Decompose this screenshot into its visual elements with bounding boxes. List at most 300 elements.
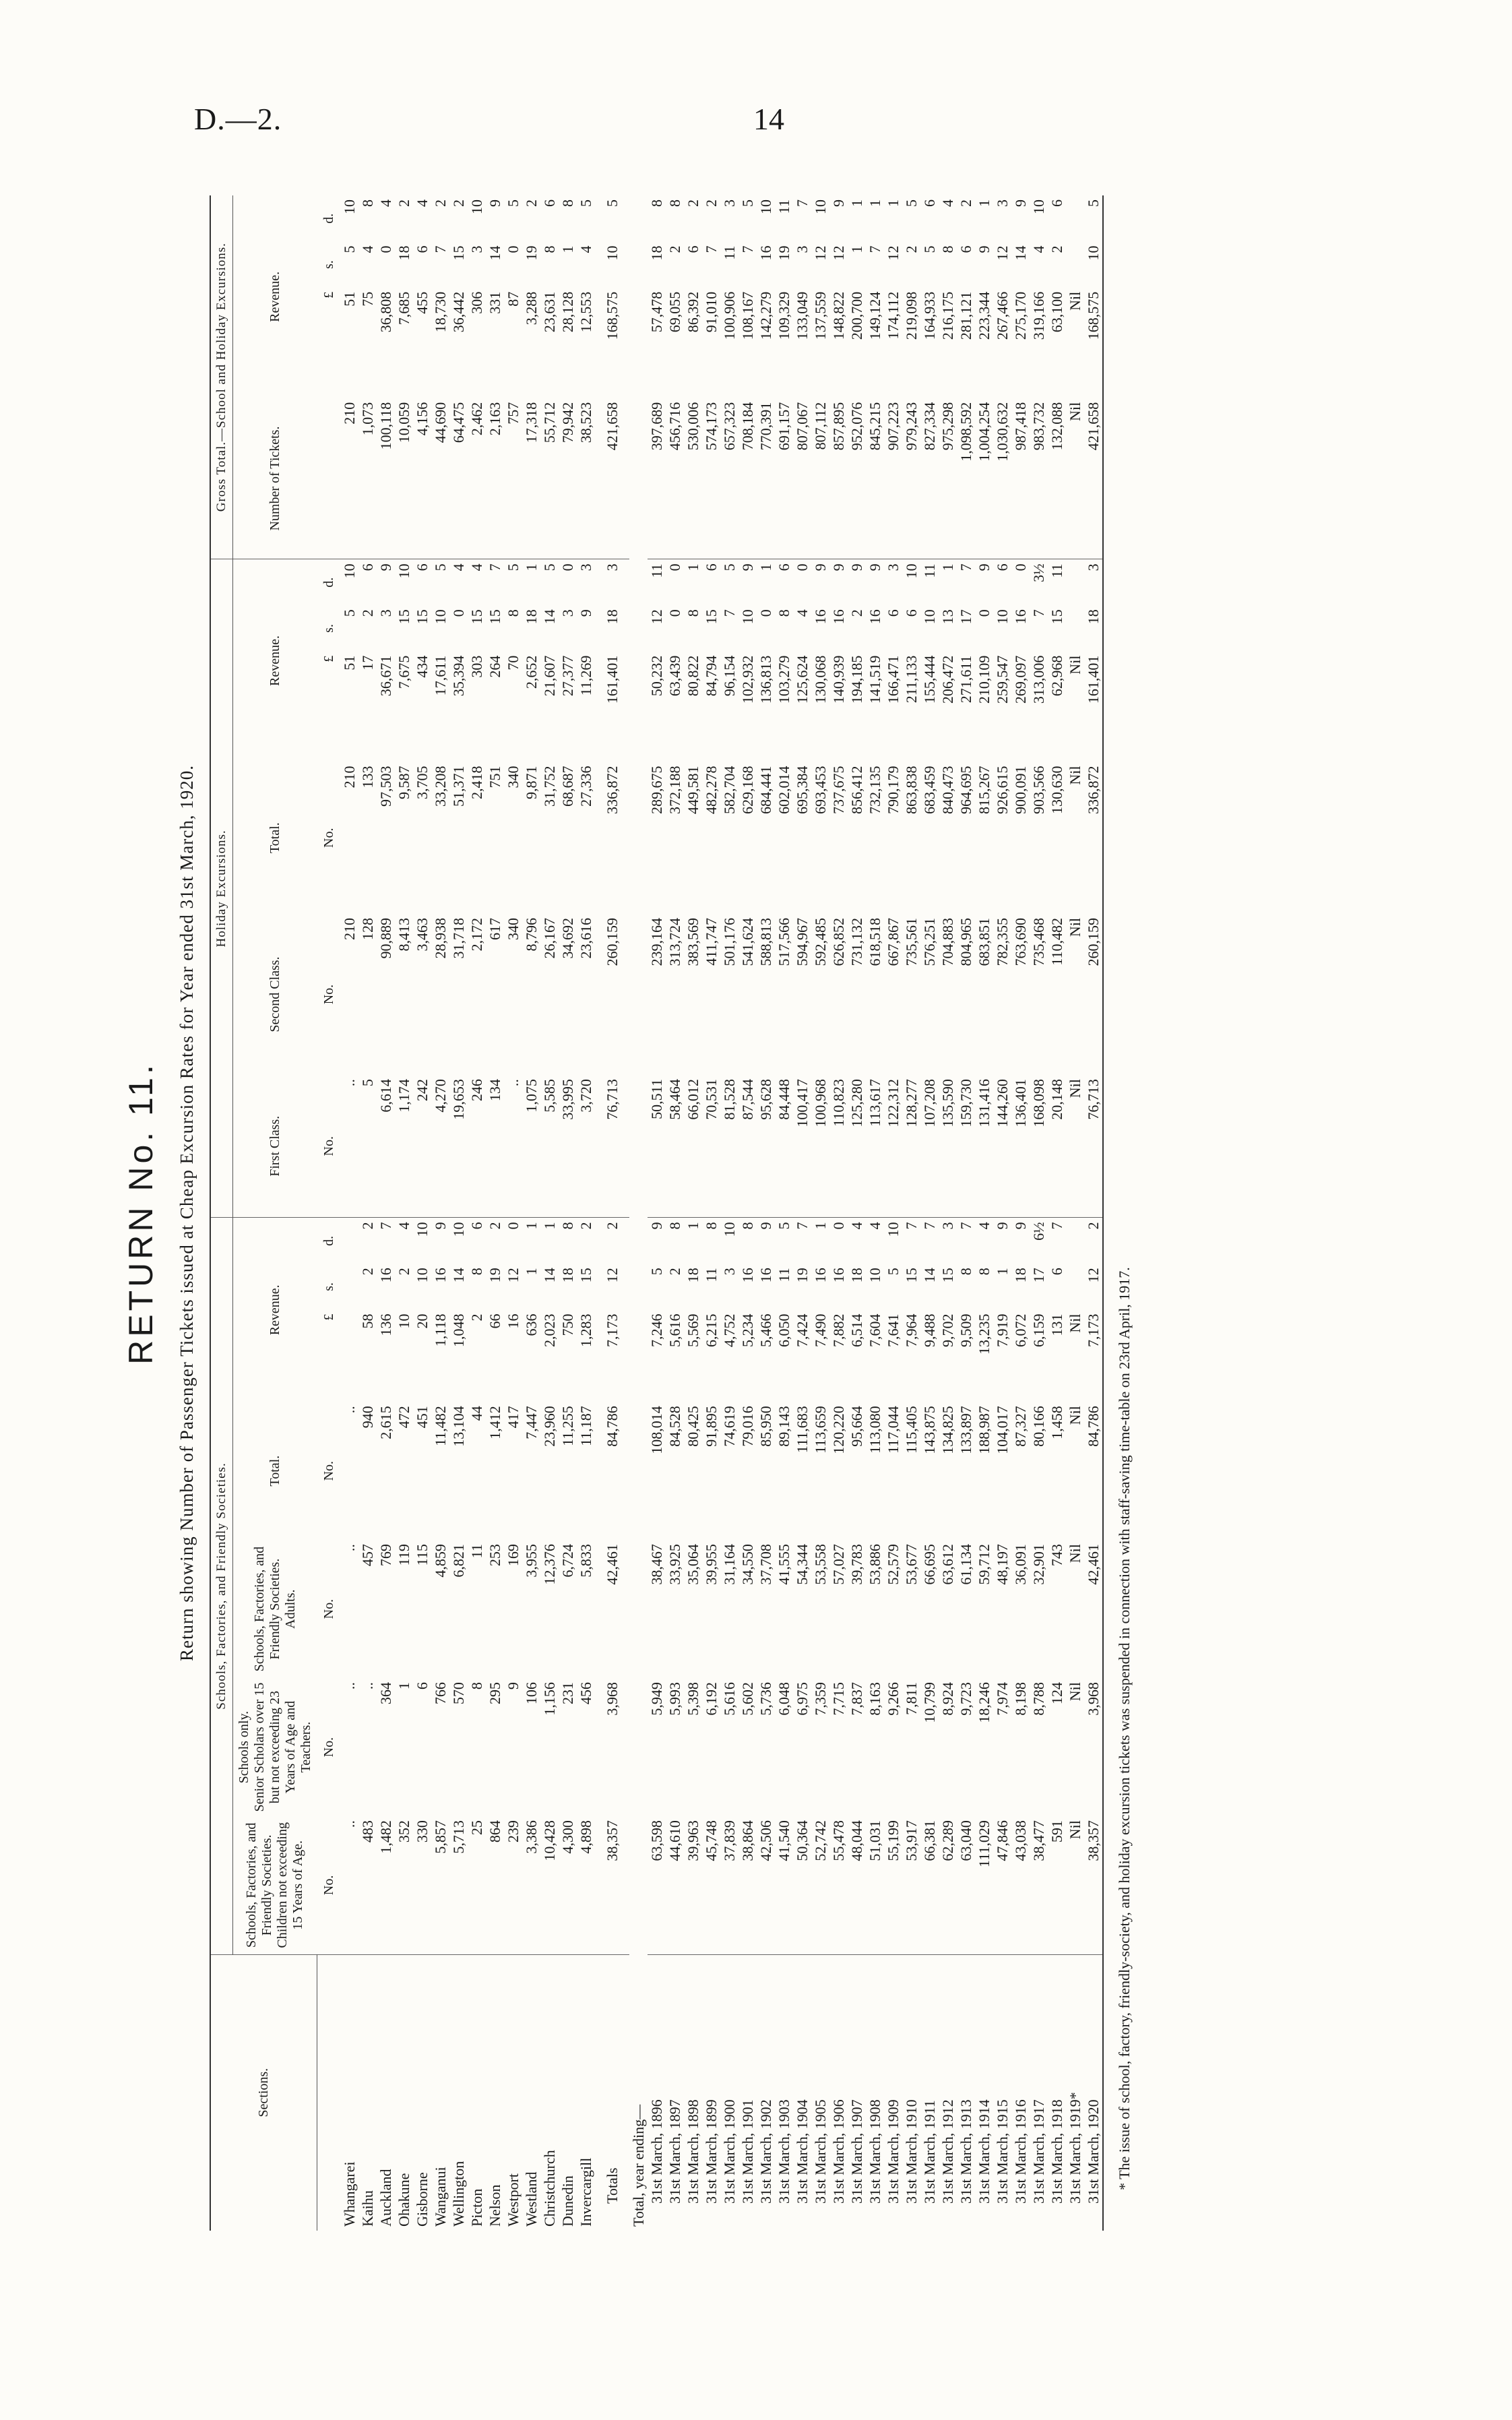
cell-first: 6,614 — [377, 1075, 395, 1218]
cell-rev-s: 15 — [902, 1268, 920, 1283]
cell-g-rev-l: Nil — [1066, 291, 1083, 311]
cell-h-total: 97,503 — [377, 766, 394, 807]
cell-total: 115,405 — [902, 1406, 920, 1454]
cell-g-rev-d: 5 — [504, 199, 522, 207]
cell-rev-s: 12 — [504, 1268, 522, 1283]
cell-g-rev-l: 319,166 — [1030, 291, 1047, 340]
cell-adults: 119 — [395, 1544, 412, 1566]
cell-g-rev-l: 109,329 — [775, 291, 792, 340]
cell-h-rev-d: 9 — [975, 563, 993, 571]
cell-first: 5 — [358, 1075, 377, 1218]
cell-children: 41,540 — [775, 1816, 793, 1954]
cell-h-rev-d: 6 — [775, 563, 792, 571]
cell-h-total: 3,705 — [413, 766, 431, 800]
cell-senior: 295 — [486, 1682, 503, 1705]
cell-h-rev-d: 1 — [757, 563, 774, 571]
cell-rev-d: 2 — [486, 1222, 503, 1230]
cell-adults: 39,783 — [848, 1544, 865, 1585]
cell-h-rev-s: 2 — [358, 609, 376, 617]
cell-senior: 8,198 — [1011, 1682, 1029, 1716]
cell-name: 31st March, 1916 — [1011, 2099, 1029, 2204]
cell-h-rev-d: 3 — [884, 563, 902, 571]
cell-g-rev-s: 2 — [666, 245, 683, 253]
year-row — [1084, 195, 1103, 2231]
cell-h-total: 31,752 — [540, 766, 558, 807]
cell-senior: 6 — [413, 1682, 431, 1690]
cell-rev-s: 8 — [975, 1268, 993, 1276]
cell-g-rev-s: 4 — [358, 245, 376, 253]
cell-second: Nil — [1066, 918, 1083, 937]
cell-g-tickets: 757 — [504, 398, 522, 559]
cell-g-rev-d: 8 — [666, 199, 683, 207]
cell-total: 89,143 — [775, 1406, 792, 1447]
cell-senior: 124 — [1048, 1682, 1065, 1705]
cell-adults: 42,461 — [603, 1544, 621, 1585]
cell-second: 588,813 — [757, 918, 774, 966]
cell-adults: 63,612 — [939, 1544, 956, 1585]
cell-total: 79,016 — [738, 1406, 756, 1447]
cell-g-rev-s: 18 — [395, 245, 412, 261]
cell-g-rev-s: 7 — [738, 245, 756, 253]
cell-adults: 53,886 — [866, 1544, 883, 1585]
cell-rev-l: 7,882 — [829, 1313, 847, 1348]
cell-children: 44,610 — [666, 1816, 684, 1954]
unit-pence: d. — [321, 577, 336, 588]
unit-blank — [317, 398, 341, 559]
cell-total: 143,875 — [920, 1406, 938, 1454]
cell-rev-d: 10 — [884, 1222, 902, 1237]
cell-h-rev-l: 21,607 — [540, 655, 558, 697]
cell-g-rev-d: 4 — [413, 199, 431, 207]
cell-g-tickets: 857,895 — [829, 398, 848, 559]
header-children-top: Schools, Factories, and Friendly Societies. — [244, 1822, 275, 1948]
cell-children: 66,381 — [920, 1816, 939, 1954]
cell-rev-l: 5,234 — [738, 1313, 756, 1348]
cell-second: 541,624 — [738, 918, 756, 966]
cell-h-total: 732,135 — [866, 766, 883, 815]
cell-g-rev-s: 5 — [920, 245, 938, 253]
year-row — [902, 195, 920, 2231]
cell-rev-s: 14 — [920, 1268, 938, 1283]
cell-total: 91,895 — [702, 1406, 720, 1447]
cell-g-tickets: 17,318 — [522, 398, 540, 559]
year-row — [666, 195, 684, 2231]
cell-name: 31st March, 1917 — [1030, 2099, 1047, 2204]
cell-children: 239 — [504, 1816, 522, 1954]
cell-rev-d: 10 — [720, 1222, 738, 1237]
cell-h-total: 2,418 — [468, 766, 485, 800]
cell-senior: 5,949 — [648, 1682, 665, 1716]
cell-senior: 456 — [577, 1682, 594, 1705]
header-first-class: First Class. — [232, 1075, 317, 1218]
cell-second: 23,616 — [577, 918, 594, 959]
cell-children: 39,963 — [684, 1816, 702, 1954]
cell-g-tickets: 10,059 — [395, 398, 413, 559]
cell-g-rev-s: 0 — [377, 245, 394, 253]
header-senior-label: Senior Scholars over 15 but not exceeding 23 Years of Age and Teachers. — [251, 1682, 313, 1812]
cell-h-rev-s: 16 — [1011, 609, 1029, 625]
cell-rev-d — [340, 1218, 358, 1264]
cell-g-rev-s: 3 — [468, 245, 485, 253]
cell-children: 352 — [395, 1816, 413, 1954]
cell-rev-s: 18 — [848, 1268, 865, 1283]
cell-rev-d: 7 — [902, 1222, 920, 1230]
cell-rev-l: 9,488 — [920, 1313, 938, 1348]
cell-g-rev-d: 10 — [811, 199, 829, 214]
cell-g-rev-d: 11 — [775, 199, 792, 214]
cell-h-rev-d: 4 — [449, 563, 467, 571]
cell-h-rev-s: 10 — [431, 609, 449, 625]
cell-name: 31st March, 1905 — [811, 2099, 829, 2204]
cell-h-rev-l: 210,109 — [975, 655, 993, 704]
cell-rev-s: 5 — [648, 1268, 665, 1276]
cell-g-rev-l: 91,010 — [702, 291, 720, 333]
cell-g-rev-s: 9 — [975, 245, 993, 253]
cell-second: 501,176 — [720, 918, 738, 966]
cell-adults: 41,555 — [775, 1544, 792, 1585]
cell-rev-l: 1,048 — [449, 1313, 467, 1348]
cell-g-rev-l: 200,700 — [848, 291, 865, 340]
cell-h-total: 903,566 — [1030, 766, 1047, 815]
cell-h-total: 693,453 — [811, 766, 829, 815]
cell-g-rev-l: 223,344 — [975, 291, 993, 340]
cell-h-rev-d: 1 — [684, 563, 701, 571]
cell-g-rev-s: 14 — [486, 245, 503, 261]
cell-rev-d: 4 — [866, 1222, 883, 1230]
cell-h-rev-s: 8 — [504, 609, 522, 617]
cell-children: 591 — [1048, 1816, 1066, 1954]
cell-h-rev-s: 12 — [648, 609, 665, 625]
cell-children: 3,386 — [522, 1816, 540, 1954]
cell-g-tickets: 657,323 — [720, 398, 738, 559]
cell-adults: 32,901 — [1030, 1544, 1047, 1585]
cell-g-tickets: 397,689 — [648, 398, 666, 559]
cell-h-total: 27,336 — [577, 766, 594, 807]
cell-total: 188,987 — [975, 1406, 993, 1454]
section-row — [395, 195, 413, 2231]
cell-g-rev-d: 5 — [738, 199, 756, 207]
cell-rev-l: 7,246 — [648, 1313, 665, 1348]
cell-g-rev-l: 142,279 — [757, 291, 774, 340]
year-row — [757, 195, 775, 2231]
cell-g-rev-d: 9 — [1011, 199, 1029, 207]
cell-adults: 115 — [413, 1544, 431, 1566]
cell-senior: 7,837 — [848, 1682, 865, 1716]
cell-name: 31st March, 1901 — [738, 2099, 756, 2204]
cell-children: Nil — [1066, 1816, 1084, 1954]
cell-name: 31st March, 1919* — [1066, 2092, 1083, 2204]
cell-rev-l: 7,490 — [811, 1313, 829, 1348]
year-row — [793, 195, 811, 2231]
cell-senior: .. — [358, 1682, 376, 1690]
cell-g-rev-l: 75 — [358, 291, 376, 307]
unit-no: No. — [321, 1460, 336, 1481]
year-row — [829, 195, 848, 2231]
cell-adults: 37,708 — [757, 1544, 774, 1585]
cell-senior: 6,192 — [702, 1682, 720, 1716]
cell-h-rev-d: 5 — [540, 563, 558, 571]
cell-total: 108,014 — [648, 1406, 665, 1454]
cell-first: 20,148 — [1048, 1075, 1066, 1218]
cell-name: Picton — [468, 2188, 485, 2227]
cell-second: 239,164 — [648, 918, 665, 966]
cell-h-total: 336,872 — [1084, 762, 1103, 914]
cell-children: 25 — [468, 1816, 486, 1954]
cell-g-rev-l: 23,631 — [540, 291, 558, 333]
cell-h-rev-d: 0 — [559, 563, 576, 571]
cell-adults: 11 — [468, 1544, 485, 1559]
cell-total: 113,659 — [811, 1406, 829, 1454]
cell-rev-s: 3 — [720, 1268, 738, 1276]
unit-no: No. — [317, 1075, 341, 1218]
cell-rev-d: 10 — [413, 1222, 431, 1237]
cell-rev-d: 7 — [1048, 1222, 1065, 1230]
cell-senior: 7,811 — [902, 1682, 920, 1715]
cell-rev-l: 9,702 — [939, 1313, 956, 1348]
cell-g-rev-l: 281,121 — [957, 291, 974, 340]
cell-g-rev-l: 174,112 — [884, 291, 902, 340]
cell-g-rev-d: 8 — [648, 199, 665, 207]
cell-rev-l: Nil — [1066, 1313, 1083, 1333]
cell-h-rev-s: 8 — [684, 609, 701, 617]
cell-g-tickets: 1,073 — [358, 398, 377, 559]
header-second-class: Second Class. — [267, 956, 282, 1032]
cell-rev-s: 18 — [684, 1268, 701, 1283]
cell-senior: 5,993 — [666, 1682, 683, 1716]
cell-name: 31st March, 1900 — [720, 2099, 738, 2204]
cell-g-tickets: 770,391 — [757, 398, 775, 559]
cell-total: 133,897 — [957, 1406, 974, 1454]
cell-rev-d: 9 — [757, 1222, 774, 1230]
cell-g-rev-d: 10 — [1030, 199, 1047, 214]
cell-rev-d: 9 — [431, 1222, 449, 1230]
cell-first: 125,280 — [848, 1075, 866, 1218]
cell-g-rev-d: 2 — [449, 199, 467, 207]
cell-h-rev-s: 7 — [1030, 609, 1047, 617]
cell-total: 111,683 — [793, 1406, 811, 1454]
cell-h-total: Nil — [1066, 766, 1083, 785]
cell-rev-l: 7,173 — [1084, 1310, 1103, 1402]
cell-rev-l: 6,159 — [1030, 1313, 1047, 1348]
cell-second: 110,482 — [1048, 918, 1065, 966]
cell-h-rev-d: 0 — [793, 563, 811, 571]
cell-g-tickets: 807,067 — [793, 398, 811, 559]
cell-h-rev-l: 161,401 — [603, 655, 621, 704]
cell-first: 66,012 — [684, 1075, 702, 1218]
cell-rev-l: 7,604 — [866, 1313, 883, 1348]
cell-name: 31st March, 1899 — [702, 2099, 720, 2204]
cell-children: 48,044 — [848, 1816, 866, 1954]
cell-h-total: 9,587 — [395, 766, 412, 800]
cell-total: 120,220 — [829, 1406, 847, 1454]
cell-rev-d: 7 — [793, 1222, 811, 1230]
cell-senior: 6,048 — [775, 1682, 792, 1716]
cell-h-rev-l: 35,394 — [449, 655, 467, 697]
cell-h-rev-l: 130,068 — [811, 655, 829, 704]
section-row — [340, 195, 358, 2231]
year-row — [648, 195, 666, 2231]
unit-blank — [317, 1954, 341, 2231]
cell-h-rev-l: 36,671 — [377, 655, 394, 697]
cell-adults: 33,925 — [666, 1544, 683, 1585]
cell-h-rev-s: 6 — [884, 609, 902, 617]
cell-second: 260,159 — [603, 918, 621, 966]
cell-rev-l: 66 — [486, 1313, 503, 1329]
cell-children: 53,917 — [902, 1816, 920, 1954]
cell-g-rev-d: 9 — [829, 199, 847, 207]
cell-rev-l: 136 — [377, 1313, 394, 1336]
cell-g-rev-s: 0 — [504, 245, 522, 253]
cell-name: Invercargill — [577, 2157, 594, 2227]
cell-rev-l: 636 — [522, 1313, 540, 1336]
cell-total: 117,044 — [884, 1406, 902, 1454]
year-row — [1048, 195, 1066, 2231]
cell-g-tickets: 983,732 — [1030, 398, 1048, 559]
cell-g-tickets: 1,004,254 — [975, 398, 993, 559]
cell-total: Nil — [1066, 1406, 1083, 1425]
cell-h-rev-d: 9 — [738, 563, 756, 571]
cell-second: 594,967 — [793, 918, 811, 966]
cell-h-rev-l: 194,185 — [848, 655, 865, 704]
cell-h-rev-l: 27,377 — [559, 655, 576, 697]
table-title: Return showing Number of Passenger Tickets issued at Cheap Excursion Rates for Year ended 31st March, 1920. — [177, 764, 197, 1662]
cell-total: 11,255 — [559, 1406, 576, 1446]
cell-first: 76,713 — [595, 1075, 629, 1218]
cell-first: 33,995 — [559, 1075, 577, 1218]
year-row — [775, 195, 793, 2231]
cell-g-rev-d: 2 — [395, 199, 412, 207]
cell-rev-s: 16 — [811, 1268, 829, 1283]
cell-g-rev-d: 2 — [522, 199, 540, 207]
unit-shillings: s. — [321, 260, 336, 269]
cell-h-rev-d: 7 — [957, 563, 974, 571]
cell-rev-d: 4 — [848, 1222, 865, 1230]
cell-adults: 743 — [1048, 1544, 1065, 1567]
cell-g-tickets: 44,690 — [431, 398, 449, 559]
cell-second: 683,851 — [975, 918, 993, 966]
cell-children: 4,898 — [577, 1816, 595, 1954]
cell-second: 667,867 — [884, 918, 902, 966]
cell-name: Nelson — [486, 2184, 503, 2227]
cell-g-rev-l: 149,124 — [866, 291, 883, 340]
cell-h-rev-s: 0 — [449, 609, 467, 617]
cell-rev-s: 2 — [358, 1268, 376, 1276]
cell-g-rev-l: 36,442 — [449, 291, 467, 333]
cell-total: 2,615 — [377, 1406, 394, 1439]
cell-adults: 4,859 — [431, 1544, 449, 1578]
cell-first: 135,590 — [939, 1075, 957, 1218]
cell-adults: 66,695 — [920, 1544, 938, 1585]
cell-adults: 3,955 — [522, 1544, 540, 1578]
section-row — [377, 195, 395, 2231]
cell-h-total: 372,188 — [666, 766, 683, 815]
cell-h-rev-d — [1066, 559, 1084, 605]
sections-body — [340, 195, 595, 2231]
cell-h-rev-s: 16 — [829, 609, 847, 625]
rotated-table-page — [121, 195, 1388, 2231]
cell-g-rev-s: 7 — [431, 245, 449, 253]
cell-senior: 5,736 — [757, 1682, 774, 1716]
document-code: D.—2. — [194, 102, 282, 136]
cell-adults: 36,091 — [1011, 1544, 1029, 1585]
cell-second: 3,463 — [413, 918, 431, 952]
cell-h-rev-l: 70 — [504, 655, 522, 671]
year-row — [993, 195, 1011, 2231]
cell-h-total: 336,872 — [603, 766, 621, 815]
cell-g-rev-s: 6 — [684, 245, 701, 253]
cell-h-rev-s: 15 — [468, 609, 485, 625]
cell-children: 63,040 — [957, 1816, 975, 1954]
cell-second: 34,692 — [559, 918, 576, 959]
cell-rev-s: 10 — [866, 1268, 883, 1283]
cell-first: 159,730 — [957, 1075, 975, 1218]
cell-rev-l: 5,466 — [757, 1313, 774, 1348]
cell-g-rev-d: 3 — [720, 199, 738, 207]
cell-name: 31st March, 1903 — [775, 2099, 792, 2204]
cell-h-rev-s: 6 — [902, 609, 920, 617]
cell-rev-s: 5 — [884, 1268, 902, 1276]
cell-g-rev-s: 12 — [884, 245, 902, 261]
cell-g-rev-s: 16 — [757, 245, 774, 261]
page-number: 14 — [753, 102, 784, 136]
cell-g-rev-s: 12 — [811, 245, 829, 261]
cell-g-rev-l: 51 — [340, 291, 358, 307]
cell-g-rev-s: 2 — [1048, 245, 1065, 253]
unit-pence: d. — [321, 213, 336, 224]
yearly-heading-body — [629, 195, 648, 2231]
cell-h-total: 629,168 — [738, 766, 756, 815]
cell-rev-l: 4,752 — [720, 1313, 738, 1348]
cell-h-rev-l: 17,611 — [431, 655, 449, 696]
cell-children: 37,839 — [720, 1816, 738, 1954]
cell-senior: 9 — [504, 1682, 522, 1690]
cell-h-rev-s: 15 — [413, 609, 431, 625]
cell-adults: 12,376 — [540, 1544, 558, 1585]
cell-rev-s: 18 — [1011, 1268, 1029, 1283]
cell-g-rev-l: 137,559 — [811, 291, 829, 340]
cell-second: 411,747 — [702, 918, 720, 966]
cell-h-rev-s: 3 — [559, 609, 576, 617]
cell-rev-s: 6 — [1048, 1268, 1065, 1276]
cell-h-rev-l: 136,813 — [757, 655, 774, 704]
cell-g-tickets: 827,334 — [920, 398, 939, 559]
cell-rev-d: 9 — [993, 1222, 1011, 1230]
cell-g-rev-d: 5 — [577, 199, 594, 207]
year-row — [884, 195, 902, 2231]
cell-g-rev-s: 15 — [449, 245, 467, 261]
cell-name: Gisborne — [413, 2172, 431, 2227]
cell-rev-l: 6,050 — [775, 1313, 792, 1348]
cell-total: 11,187 — [577, 1406, 594, 1446]
cell-children: 1,482 — [377, 1816, 395, 1954]
cell-total: 84,528 — [666, 1406, 683, 1447]
cell-h-total: 840,473 — [939, 766, 956, 815]
cell-h-rev-s: 15 — [395, 609, 412, 625]
cell-second: 313,724 — [666, 918, 683, 966]
cell-rev-l: 1,283 — [577, 1313, 594, 1348]
cell-h-total: 68,687 — [559, 766, 576, 807]
cell-h-total: 815,267 — [975, 766, 993, 815]
section-row — [449, 195, 468, 2231]
cell-first: 76,713 — [1084, 1075, 1103, 1218]
year-row — [866, 195, 884, 2231]
cell-rev-d: 3 — [939, 1222, 956, 1230]
cell-rev-d: 2 — [358, 1222, 376, 1230]
cell-rev-d: 5 — [775, 1222, 792, 1230]
cell-g-rev-d: 6 — [540, 199, 558, 207]
cell-first: 246 — [468, 1075, 486, 1218]
unit-pounds: £ — [321, 291, 336, 299]
